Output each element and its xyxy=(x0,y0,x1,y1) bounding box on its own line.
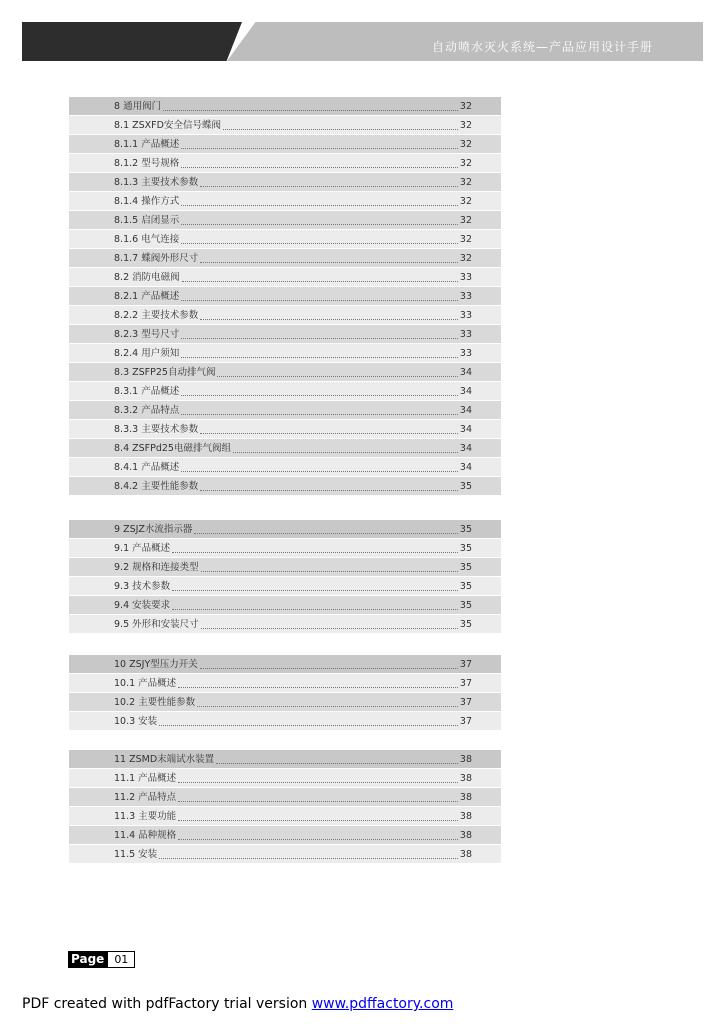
toc-leader-dots xyxy=(200,490,458,491)
toc-entry-label: 8.3.2 产品特点 xyxy=(114,404,180,416)
page-header xyxy=(22,22,703,61)
toc-entry-page: 32 xyxy=(459,214,472,226)
header-title: 自动喷水灭火系统—产品应用设计手册 xyxy=(431,40,653,54)
toc-entry-label: 8.4 ZSFPd25电磁排气阀组 xyxy=(114,442,231,454)
toc-entry-page: 34 xyxy=(459,442,472,454)
toc-entry-label: 8.3.1 产品概述 xyxy=(114,385,180,397)
toc-entry[interactable] xyxy=(69,249,501,268)
toc-section-heading[interactable] xyxy=(69,750,501,769)
toc-entry-label: 11 ZSMD末端试水装置 xyxy=(114,753,215,765)
toc-leader-dots xyxy=(178,839,458,840)
footer-text: PDF created with pdfFactory trial version xyxy=(22,996,312,1012)
toc-leader-dots xyxy=(178,801,458,802)
toc-entry-page: 33 xyxy=(459,290,472,302)
toc-leader-dots xyxy=(181,167,458,168)
toc-entry-label: 9.5 外形和安装尺寸 xyxy=(114,618,199,630)
toc-leader-dots xyxy=(216,763,458,764)
toc-section-heading[interactable] xyxy=(69,97,501,116)
toc-entry-page: 37 xyxy=(459,696,472,708)
toc-entry[interactable] xyxy=(69,306,501,325)
toc-entry[interactable] xyxy=(69,211,501,230)
toc-leader-dots xyxy=(223,129,458,130)
toc-entry-label: 9 ZSJZ水流指示器 xyxy=(114,523,193,535)
toc-entry-label: 11.3 主要功能 xyxy=(114,810,177,822)
toc-entry-page: 32 xyxy=(459,100,472,112)
toc-entry[interactable] xyxy=(69,363,501,382)
toc-entry-label: 8.1.7 蝶阀外形尺寸 xyxy=(114,252,199,264)
toc-entry-page: 35 xyxy=(459,480,472,492)
toc-entry-label: 11.4 品种规格 xyxy=(114,829,177,841)
toc-entry[interactable] xyxy=(69,693,501,712)
toc-leader-dots xyxy=(172,609,458,610)
toc-entry-label: 8.2.3 型号尺寸 xyxy=(114,328,180,340)
toc-entry-label: 11.2 产品特点 xyxy=(114,791,177,803)
toc-leader-dots xyxy=(200,319,458,320)
toc-entry-page: 34 xyxy=(459,423,472,435)
toc-leader-dots xyxy=(181,243,458,244)
toc-entry-page: 35 xyxy=(459,523,472,535)
toc-entry-page: 37 xyxy=(459,677,472,689)
toc-entry-page: 33 xyxy=(459,309,472,321)
toc-entry-page: 33 xyxy=(459,328,472,340)
toc-entry-label: 8.2 消防电磁阀 xyxy=(114,271,180,283)
toc-leader-dots xyxy=(181,338,458,339)
toc-entry-label: 9.3 技术参数 xyxy=(114,580,171,592)
toc-entry-label: 8.2.1 产品概述 xyxy=(114,290,180,302)
toc-entry-label: 10.1 产品概述 xyxy=(114,677,177,689)
toc-entry-label: 9.2 规格和连接类型 xyxy=(114,561,199,573)
toc-leader-dots xyxy=(197,706,458,707)
toc-leader-dots xyxy=(178,782,458,783)
toc-entry-label: 11.5 安装 xyxy=(114,848,158,860)
toc-entry[interactable] xyxy=(69,788,501,807)
toc-entry-page: 37 xyxy=(459,715,472,727)
toc-entry[interactable] xyxy=(69,615,501,634)
toc-entry[interactable] xyxy=(69,769,501,788)
toc-section-heading[interactable] xyxy=(69,655,501,674)
toc-leader-dots xyxy=(200,433,458,434)
toc-leader-dots xyxy=(200,186,458,187)
toc-entry-page: 32 xyxy=(459,176,472,188)
toc-entry-page: 38 xyxy=(459,810,472,822)
toc-entry[interactable] xyxy=(69,807,501,826)
toc-entry-page: 34 xyxy=(459,404,472,416)
pdf-footer xyxy=(22,996,453,1012)
toc-entry[interactable] xyxy=(69,712,501,731)
toc-entry[interactable] xyxy=(69,420,501,439)
page-number-box xyxy=(68,951,135,968)
toc-leader-dots xyxy=(172,552,458,553)
toc-section xyxy=(69,750,501,864)
toc-entry-label: 8.4.1 产品概述 xyxy=(114,461,180,473)
toc-entry[interactable] xyxy=(69,826,501,845)
toc-entry-page: 33 xyxy=(459,347,472,359)
toc-leader-dots xyxy=(201,628,458,629)
toc-entry-label: 8.2.4 用户须知 xyxy=(114,347,180,359)
toc-leader-dots xyxy=(181,395,458,396)
toc-entry-page: 34 xyxy=(459,366,472,378)
toc-leader-dots xyxy=(194,533,457,534)
toc-entry-page: 35 xyxy=(459,599,472,611)
toc-entry[interactable] xyxy=(69,287,501,306)
toc-entry[interactable] xyxy=(69,439,501,458)
toc-leader-dots xyxy=(181,148,458,149)
toc-entry-page: 34 xyxy=(459,461,472,473)
toc-entry[interactable] xyxy=(69,558,501,577)
toc-entry-label: 10.3 安装 xyxy=(114,715,158,727)
toc-entry-page: 32 xyxy=(459,252,472,264)
toc-entry[interactable] xyxy=(69,539,501,558)
toc-entry-page: 32 xyxy=(459,233,472,245)
toc-entry-page: 35 xyxy=(459,561,472,573)
toc-entry[interactable] xyxy=(69,173,501,192)
toc-entry-page: 38 xyxy=(459,772,472,784)
toc-leader-dots xyxy=(201,571,458,572)
toc-entry-label: 10 ZSJY型压力开关 xyxy=(114,658,198,670)
toc-section xyxy=(69,655,501,731)
toc-entry-label: 10.2 主要性能参数 xyxy=(114,696,196,708)
toc-entry-label: 8.2.2 主要技术参数 xyxy=(114,309,199,321)
page-number: 01 xyxy=(107,951,135,968)
toc-entry[interactable] xyxy=(69,154,501,173)
toc-leader-dots xyxy=(217,376,457,377)
toc-leader-dots xyxy=(181,471,458,472)
toc-entry[interactable] xyxy=(69,344,501,363)
toc-leader-dots xyxy=(200,668,458,669)
toc-leader-dots xyxy=(182,281,458,282)
toc-entry[interactable] xyxy=(69,268,501,287)
toc-entry[interactable] xyxy=(69,116,501,135)
toc-entry[interactable] xyxy=(69,382,501,401)
toc-entry-label: 8.3 ZSFP25自动排气阀 xyxy=(114,366,216,378)
toc-entry-page: 38 xyxy=(459,753,472,765)
toc-entry-page: 34 xyxy=(459,385,472,397)
toc-leader-dots xyxy=(159,858,458,859)
toc-leader-dots xyxy=(163,110,458,111)
toc-leader-dots xyxy=(233,452,458,453)
toc-entry-label: 9.4 安装要求 xyxy=(114,599,171,611)
toc-entry[interactable] xyxy=(69,577,501,596)
toc-leader-dots xyxy=(181,357,458,358)
footer-link[interactable]: www.pdffactory.com xyxy=(311,996,454,1012)
header-dark-band xyxy=(22,22,242,61)
toc-leader-dots xyxy=(200,262,458,263)
toc-entry-label: 8.1.5 启闭显示 xyxy=(114,214,180,226)
toc-leader-dots xyxy=(181,414,458,415)
toc-entry-label: 8.1 ZSXFD安全信号蝶阀 xyxy=(114,119,221,131)
toc-section xyxy=(69,97,501,496)
toc-leader-dots xyxy=(178,820,458,821)
toc-entry-page: 38 xyxy=(459,848,472,860)
toc-entry-page: 37 xyxy=(459,658,472,670)
toc-entry[interactable] xyxy=(69,845,501,864)
toc-entry-label: 8.3.3 主要技术参数 xyxy=(114,423,199,435)
toc-entry-label: 8 通用阀门 xyxy=(114,100,162,112)
toc-entry-page: 35 xyxy=(459,542,472,554)
toc-entry-label: 9.1 产品概述 xyxy=(114,542,171,554)
toc-entry[interactable] xyxy=(69,401,501,420)
toc-entry-label: 8.4.2 主要性能参数 xyxy=(114,480,199,492)
toc-entry[interactable] xyxy=(69,596,501,615)
toc-entry-label: 8.1.1 产品概述 xyxy=(114,138,180,150)
page-word: Page xyxy=(68,951,107,968)
toc-leader-dots xyxy=(181,300,458,301)
toc-leader-dots xyxy=(178,687,458,688)
toc-entry-page: 32 xyxy=(459,157,472,169)
toc-entry-label: 8.1.6 电气连接 xyxy=(114,233,180,245)
toc-entry-page: 32 xyxy=(459,119,472,131)
toc-entry-page: 38 xyxy=(459,829,472,841)
toc-entry[interactable] xyxy=(69,477,501,496)
toc-section xyxy=(69,520,501,634)
toc-entry-page: 33 xyxy=(459,271,472,283)
toc-entry-page: 32 xyxy=(459,195,472,207)
toc-entry[interactable] xyxy=(69,674,501,693)
toc-entry-page: 35 xyxy=(459,580,472,592)
toc-leader-dots xyxy=(181,224,458,225)
toc-leader-dots xyxy=(159,725,458,726)
toc-section-heading[interactable] xyxy=(69,520,501,539)
toc-entry-page: 38 xyxy=(459,791,472,803)
toc-entry[interactable] xyxy=(69,135,501,154)
toc-entry-label: 8.1.4 操作方式 xyxy=(114,195,180,207)
toc-entry-label: 8.1.2 型号规格 xyxy=(114,157,180,169)
toc-leader-dots xyxy=(181,205,458,206)
toc-leader-dots xyxy=(172,590,458,591)
toc-entry-page: 32 xyxy=(459,138,472,150)
toc-entry[interactable] xyxy=(69,192,501,211)
toc-entry[interactable] xyxy=(69,230,501,249)
toc-entry-label: 11.1 产品概述 xyxy=(114,772,177,784)
toc-entry[interactable] xyxy=(69,325,501,344)
toc-entry-label: 8.1.3 主要技术参数 xyxy=(114,176,199,188)
toc-entry[interactable] xyxy=(69,458,501,477)
toc-entry-page: 35 xyxy=(459,618,472,630)
